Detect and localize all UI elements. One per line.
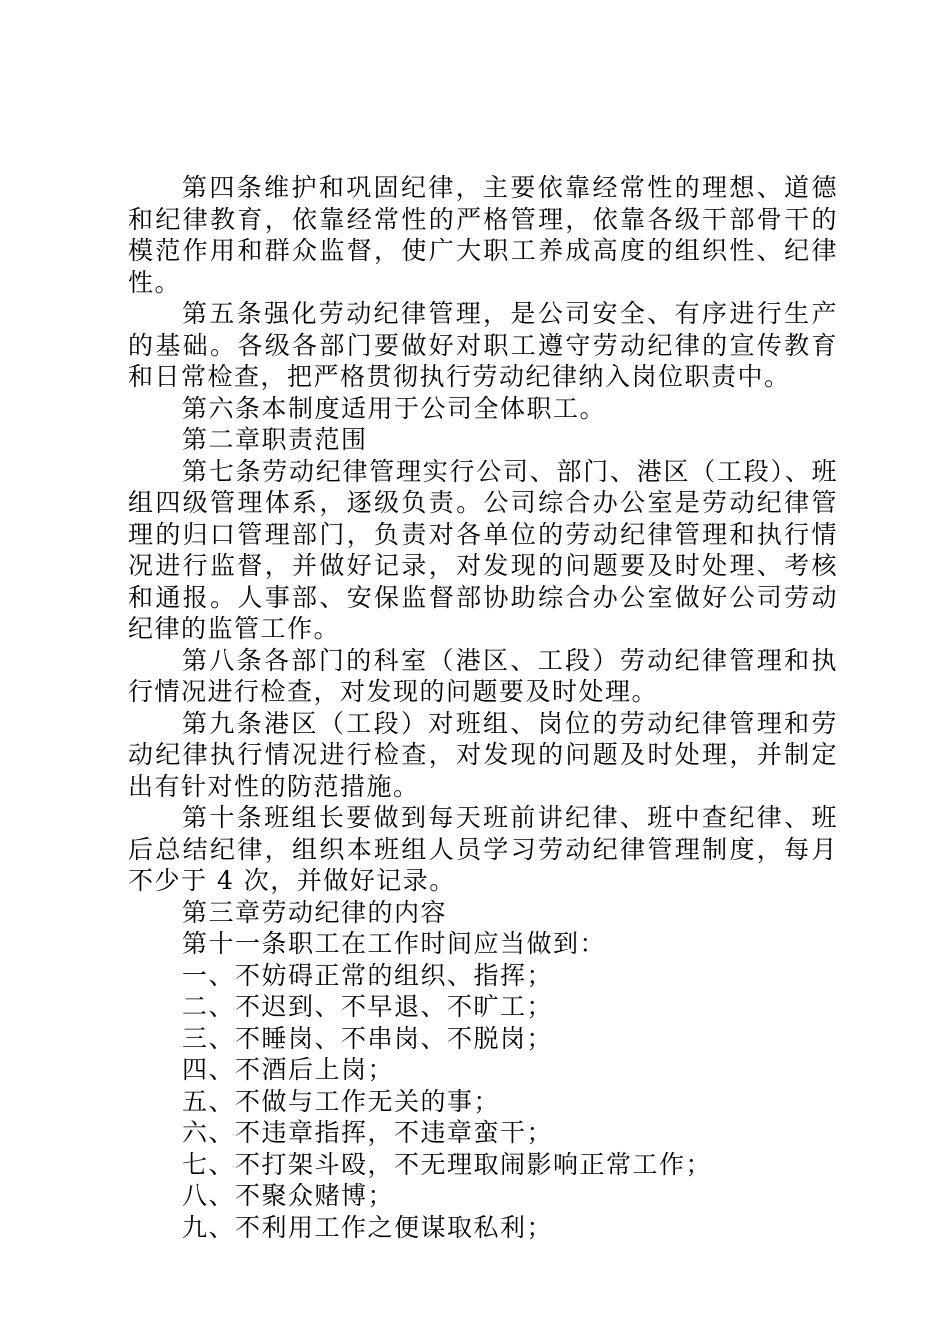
article-6: 第六条本制度适用于公司全体职工。 xyxy=(182,393,607,423)
article-9: 第九条港区（工段）对班组、岗位的劳动纪律管理和劳动纪律执行情况进行检查，对发现的问题及时处理，并制定出有针对性的防范措施。 xyxy=(128,708,838,801)
list-item-3: 三、不睡岗、不串岗、不脱岗； xyxy=(182,1023,554,1053)
article-4: 第四条维护和巩固纪律，主要依靠经常性的理想、道德和纪律教育，依靠经常性的严格管理，依靠各级干部骨干的模范作用和群众监督，使广大职工养成高度的组织性、纪律性。 xyxy=(128,173,838,297)
list-item-4: 四、不酒后上岗； xyxy=(182,1055,395,1084)
chapter-2-heading: 第二章职责范围 xyxy=(182,425,368,454)
list-item-8: 八、不聚众赌博； xyxy=(182,1181,395,1210)
article-10: 第十条班组长要做到每天班前讲纪律、班中查纪律、班后总结纪律，组织本班组人员学习劳动纪律管理制度，每月不少于 4 次，并做好记录。 xyxy=(128,803,838,895)
list-item-2: 二、不迟到、不早退、不旷工； xyxy=(182,992,554,1021)
article-5: 第五条强化劳动纪律管理，是公司安全、有序进行生产的基础。各级各部门要做好对职工遵守劳动纪律的宣传教育和日常检查，把严格贯彻执行劳动纪律纳入岗位职责中。 xyxy=(128,299,838,391)
chapter-3-heading: 第三章劳动纪律的内容 xyxy=(182,897,448,927)
list-item-7: 七、不打架斗殴，不无理取闹影响正常工作； xyxy=(182,1149,713,1179)
list-item-5: 五、不做与工作无关的事； xyxy=(182,1086,501,1116)
list-item-9: 九、不利用工作之便谋取私利； xyxy=(182,1212,554,1242)
list-item-6: 六、不违章指挥，不违章蛮干； xyxy=(182,1118,554,1147)
article-8: 第八条各部门的科室（港区、工段）劳动纪律管理和执行情况进行检查，对发现的问题要及时处理。 xyxy=(128,645,838,706)
document-body xyxy=(128,172,838,1243)
article-11: 第十一条职工在工作时间应当做到： xyxy=(182,929,607,958)
list-item-1: 一、不妨碍正常的组织、指挥； xyxy=(182,960,554,990)
article-7: 第七条劳动纪律管理实行公司、部门、港区（工段）、班组四级管理体系，逐级负责。公司综合办公室是劳动纪律管理的归口管理部门，负责对各单位的劳动纪律管理和执行情况进行监督，并做好记录，对发现的问题要及时处理、考核和通报。人事部、安保监督部协助综合办公室做好公司劳动纪律的监管工作。 xyxy=(128,456,838,643)
